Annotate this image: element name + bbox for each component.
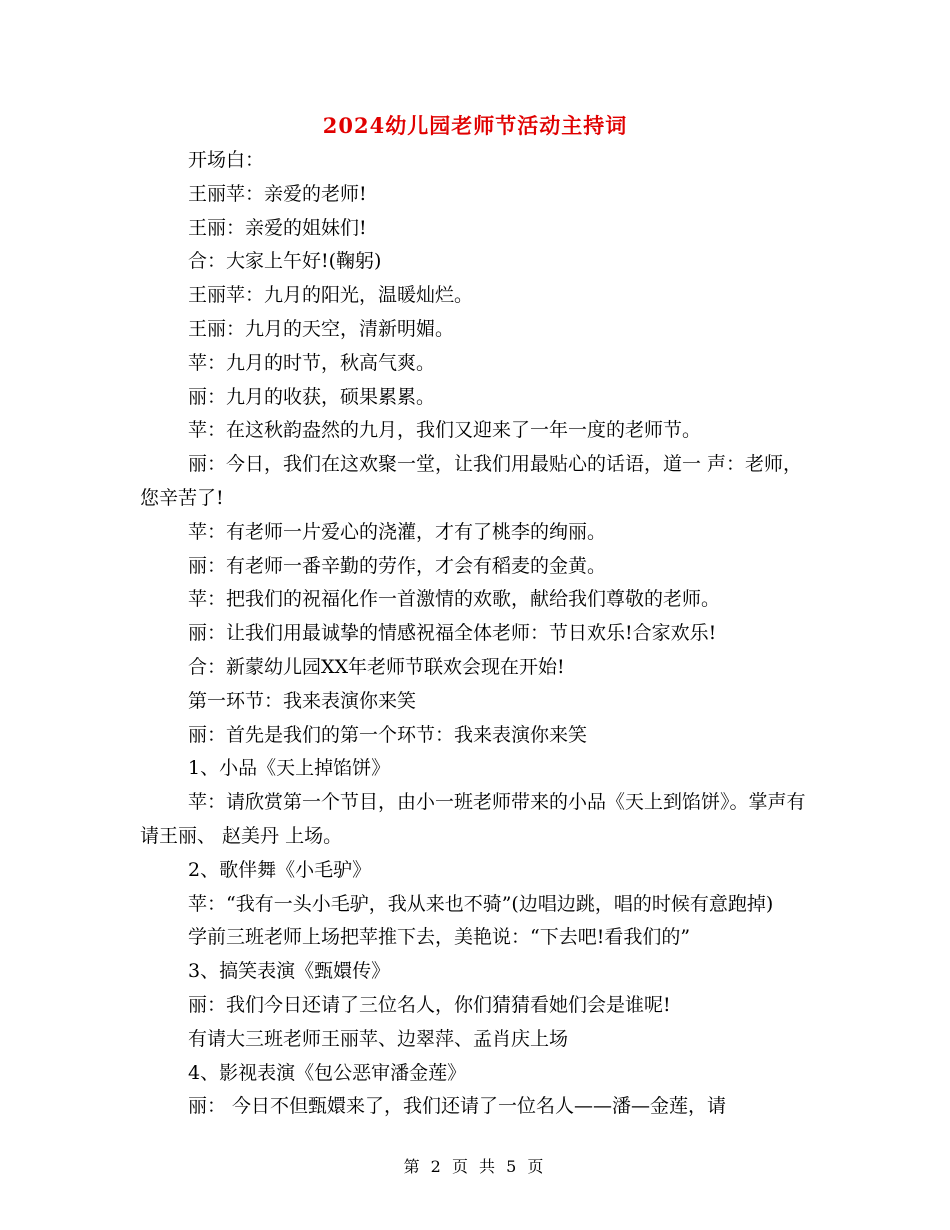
paragraph: 丽：我们今日还请了三位名人，你们猜猜看她们会是谁呢!: [188, 993, 671, 1016]
paragraph: 苹：九月的时节，秋高气爽。: [188, 351, 436, 374]
paragraph: 苹：“我有一头小毛驴，我从来也不骑”(边唱边跳，唱的时候有意跑掉): [188, 892, 774, 915]
page-number-footer: 第 2 页 共 5 页: [403, 1157, 547, 1176]
program-item-heading: 2、歌伴舞《小毛驴》: [188, 858, 372, 881]
paragraph: 苹：在这秋韵盎然的九月，我们又迎来了一年一度的老师节。: [188, 419, 702, 442]
paragraph: 学前三班老师上场把苹推下去，美艳说：“下去吧!看我们的”: [188, 926, 691, 949]
paragraph: 苹：有老师一片爱心的浇灌，才有了桃李的绚丽。: [188, 520, 607, 543]
paragraph: 王丽：九月的天空，清新明媚。: [188, 317, 455, 340]
document-title: 2024幼儿园老师节活动主持词: [322, 113, 628, 138]
document-body: [140, 144, 812, 1124]
section-heading: 第一环节：我来表演你来笑: [188, 689, 417, 712]
paragraph: 王丽：亲爱的姐妹们!: [188, 216, 367, 239]
paragraph: 王丽苹：九月的阳光，温暖灿烂。: [188, 284, 474, 307]
paragraph: 合：新蒙幼儿园XX年老师节联欢会现在开始!: [188, 655, 565, 678]
paragraph: 苹：请欣赏第一个节目，由小一班老师带来的小品《天上到馅饼》。掌声有请王丽、 赵美丹 上场。: [140, 791, 806, 847]
paragraph: 丽：九月的收获，硕果累累。: [188, 385, 436, 408]
paragraph: 丽：有老师一番辛勤的劳作，才会有稻麦的金黄。: [188, 554, 607, 577]
paragraph: 丽：首先是我们的第一个环节：我来表演你来笑: [188, 723, 588, 746]
paragraph: 苹：把我们的祝福化作一首激情的欢歌，献给我们尊敬的老师。: [188, 588, 721, 611]
paragraph: 合：大家上午好!(鞠躬): [188, 250, 382, 273]
program-item-heading: 3、搞笑表演《甄嬛传》: [188, 960, 391, 983]
paragraph: 王丽苹：亲爱的老师!: [188, 182, 367, 205]
paragraph: 丽：让我们用最诚挚的情感祝福全体老师：节日欢乐!合家欢乐!: [188, 622, 717, 645]
program-item-heading: 1、小品《天上掉馅饼》: [188, 757, 391, 780]
paragraph: 丽： 今日不但甄嬛来了，我们还请了一位名人——潘—金莲，请: [188, 1095, 727, 1118]
paragraph: 丽：今日，我们在这欢聚一堂，让我们用最贴心的话语，道一 声：老师，您辛苦了!: [140, 453, 803, 509]
paragraph: 开场白：: [188, 149, 265, 171]
paragraph: 有请大三班老师王丽苹、边翠萍、孟肖庆上场: [188, 1027, 569, 1050]
program-item-heading: 4、影视表演《包公恶审潘金莲》: [188, 1061, 467, 1084]
